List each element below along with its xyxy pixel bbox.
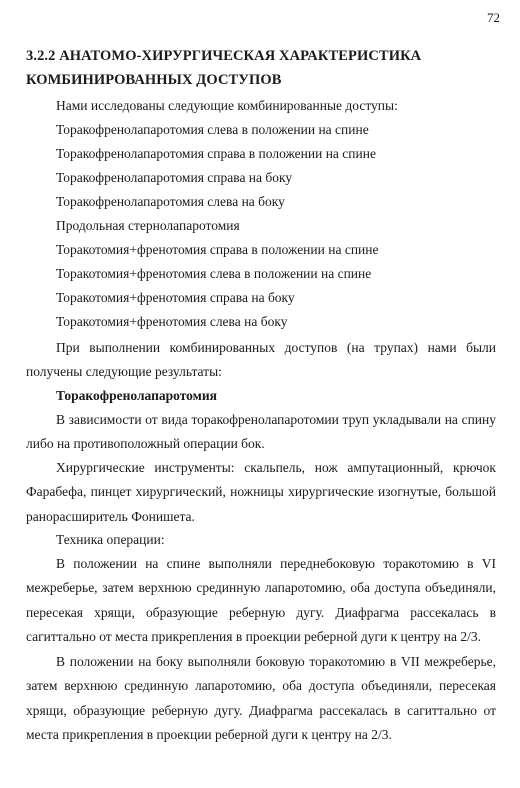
section-heading: 3.2.2 АНАТОМО-ХИРУРГИЧЕСКАЯ ХАРАКТЕРИСТИКА КОМБИНИРОВАННЫХ ДОСТУПОВ xyxy=(26,48,422,88)
access-item-4: Торакофренолапаротомия слева на боку xyxy=(56,194,285,209)
supine-paragraph xyxy=(26,552,496,649)
access-item-7: Торакотомия+френотомия слева в положении на спине xyxy=(56,266,372,281)
instruments-text: Хирургические инструменты: скальпель, нож ампутационный, крючок Фарабефа, пинцет хирургический, ножницы хирургические изогнутые, большой ранорасширитель Фонишета. xyxy=(26,460,496,524)
results-paragraph xyxy=(26,336,496,385)
instruments-paragraph xyxy=(26,456,496,529)
intro-line: Нами исследованы следующие комбинированные доступы: xyxy=(56,98,398,113)
access-item-2: Торакофренолапаротомия справа в положении на спине xyxy=(56,146,376,161)
technique-label: Техника операции: xyxy=(56,532,165,547)
supine-text: В положении на спине выполняли переднебоковую торакотомию в VI межреберье, затем верхнюю срединную лапаротомию, оба доступа объединяли, пересекая хрящи, образующие реберную дугу. Диафрагма рассекалась в сагиттально от места прикрепления в проекции реберной дуги к центру на 2/3. xyxy=(26,556,496,644)
access-item-1: Торакофренолапаротомия слева в положении на спине xyxy=(56,122,369,137)
position-text: В зависимости от вида торакофренолапаротомии труп укладывали на спину либо на противоположный операции бок. xyxy=(26,412,496,452)
access-item-8: Торакотомия+френотомия справа на боку xyxy=(56,290,295,305)
page-number: 72 xyxy=(487,10,500,25)
results-text: При выполнении комбинированных доступов (на трупах) нами были получены следующие результаты: xyxy=(26,340,496,380)
access-item-9: Торакотомия+френотомия слева на боку xyxy=(56,314,288,329)
access-item-5: Продольная стернолапаротомия xyxy=(56,218,240,233)
side-text: В положении на боку выполняли боковую торакотомию в VII межреберье, затем верхнюю срединную лапаротомию, оба доступа объединяли, пересекая хрящи, образующие реберную дугу. Диафрагма рассекалась в сагиттально от места прикрепления в проекции реберной дуги к центру на 2/3. xyxy=(26,654,496,742)
side-paragraph xyxy=(26,650,496,747)
access-item-3: Торакофренолапаротомия справа на боку xyxy=(56,170,293,185)
access-item-6: Торакотомия+френотомия справа в положении на спине xyxy=(56,242,379,257)
subheading: Торакофренолапаротомия xyxy=(56,388,217,403)
position-paragraph xyxy=(26,408,496,457)
